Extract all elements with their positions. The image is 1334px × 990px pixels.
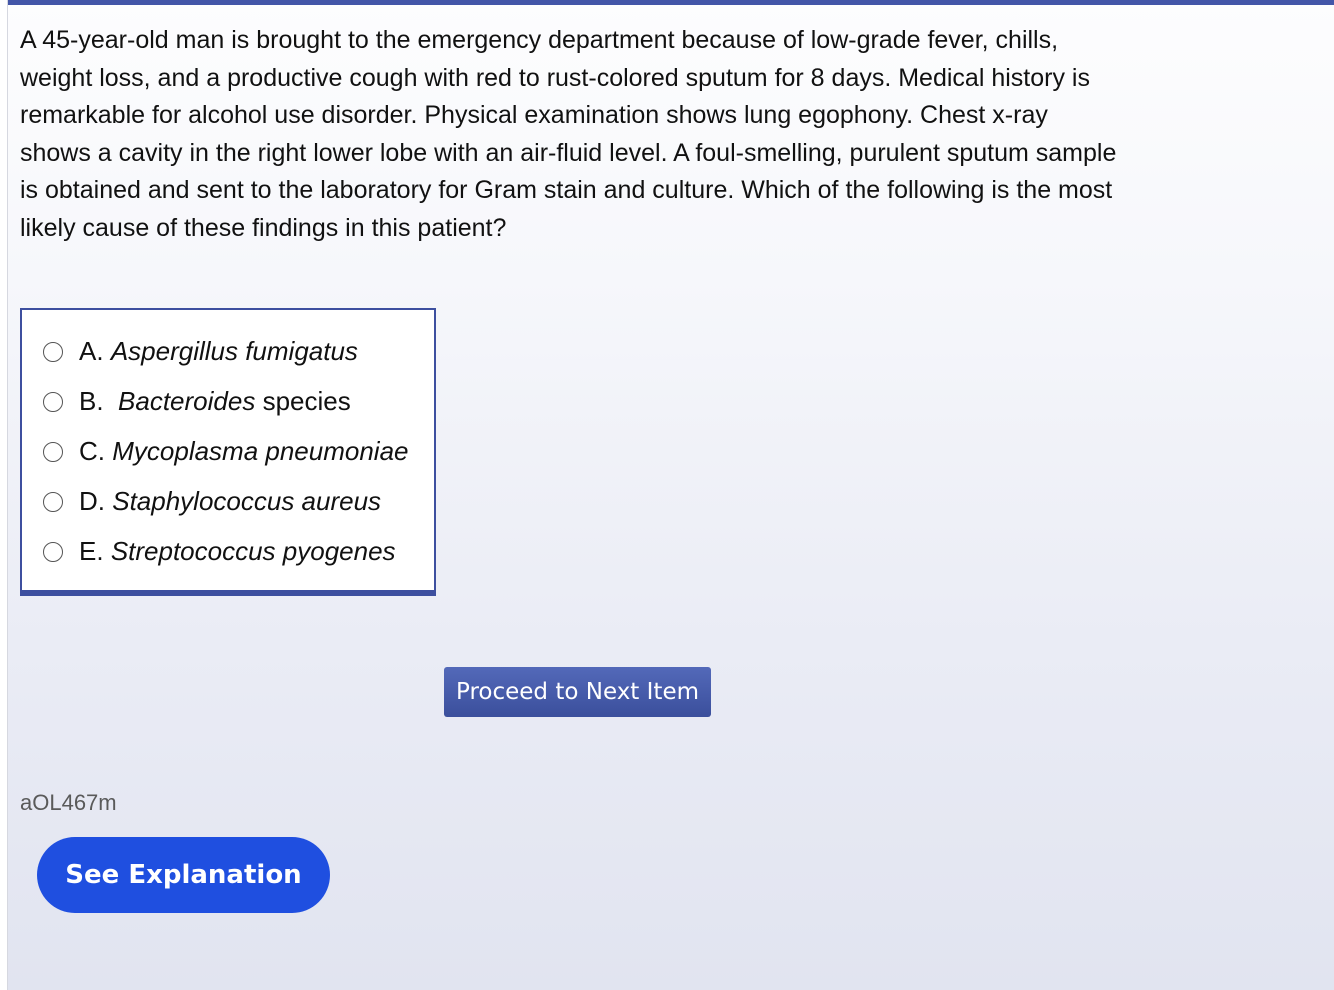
choice-b-suffix: species	[255, 386, 351, 416]
choice-a-letter: A.	[79, 336, 104, 366]
choice-d[interactable]	[22, 482, 432, 522]
choice-b-organism: Bacteroides	[118, 386, 256, 416]
top-accent-bar	[8, 0, 1334, 5]
question-stem: A 45-year-old man is brought to the emergency department because of low-grade fever, chills, weight loss, and a productive cough with red to rust-colored sputum for 8 days. Medical history is remarkable for alcohol use disorder. Physical examination shows lung egophony. Chest x-ray shows a cavity in the right lower lobe with an air-fluid level. A foul-smelling, purulent sputum sample is obtained and sent to the laboratory for Gram stain and culture. Which of the following is the most likely cause of these findings in this patient?	[20, 26, 1117, 242]
radio-b[interactable]	[43, 392, 63, 412]
radio-d[interactable]	[43, 492, 63, 512]
item-id: aOL467m	[20, 790, 117, 815]
choice-e-label	[79, 536, 396, 567]
radio-a[interactable]	[43, 342, 63, 362]
choice-d-letter: D.	[79, 486, 105, 516]
choice-d-organism: Staphylococcus aureus	[112, 486, 382, 516]
choice-e-letter: E.	[79, 536, 104, 566]
proceed-next-button[interactable]: Proceed to Next Item	[444, 667, 711, 717]
radio-e[interactable]	[43, 542, 63, 562]
left-edge	[0, 0, 8, 990]
choice-c-label	[79, 436, 409, 467]
choice-c-organism: Mycoplasma pneumoniae	[112, 436, 409, 466]
choice-c[interactable]	[22, 432, 432, 472]
choice-d-label	[79, 486, 381, 517]
choice-a[interactable]	[22, 332, 432, 372]
choice-b[interactable]	[22, 382, 432, 422]
question-page	[8, 0, 1334, 990]
choice-a-organism: Aspergillus fumigatus	[110, 336, 358, 366]
choice-e[interactable]	[22, 532, 432, 572]
choice-b-label	[79, 386, 351, 417]
choice-b-letter: B.	[79, 386, 104, 416]
answer-choices	[20, 308, 436, 596]
choice-c-letter: C.	[79, 436, 105, 466]
see-explanation-button[interactable]: See Explanation	[37, 837, 330, 913]
choice-e-organism: Streptococcus pyogenes	[110, 536, 396, 566]
radio-c[interactable]	[43, 442, 63, 462]
choice-a-label	[79, 336, 358, 367]
